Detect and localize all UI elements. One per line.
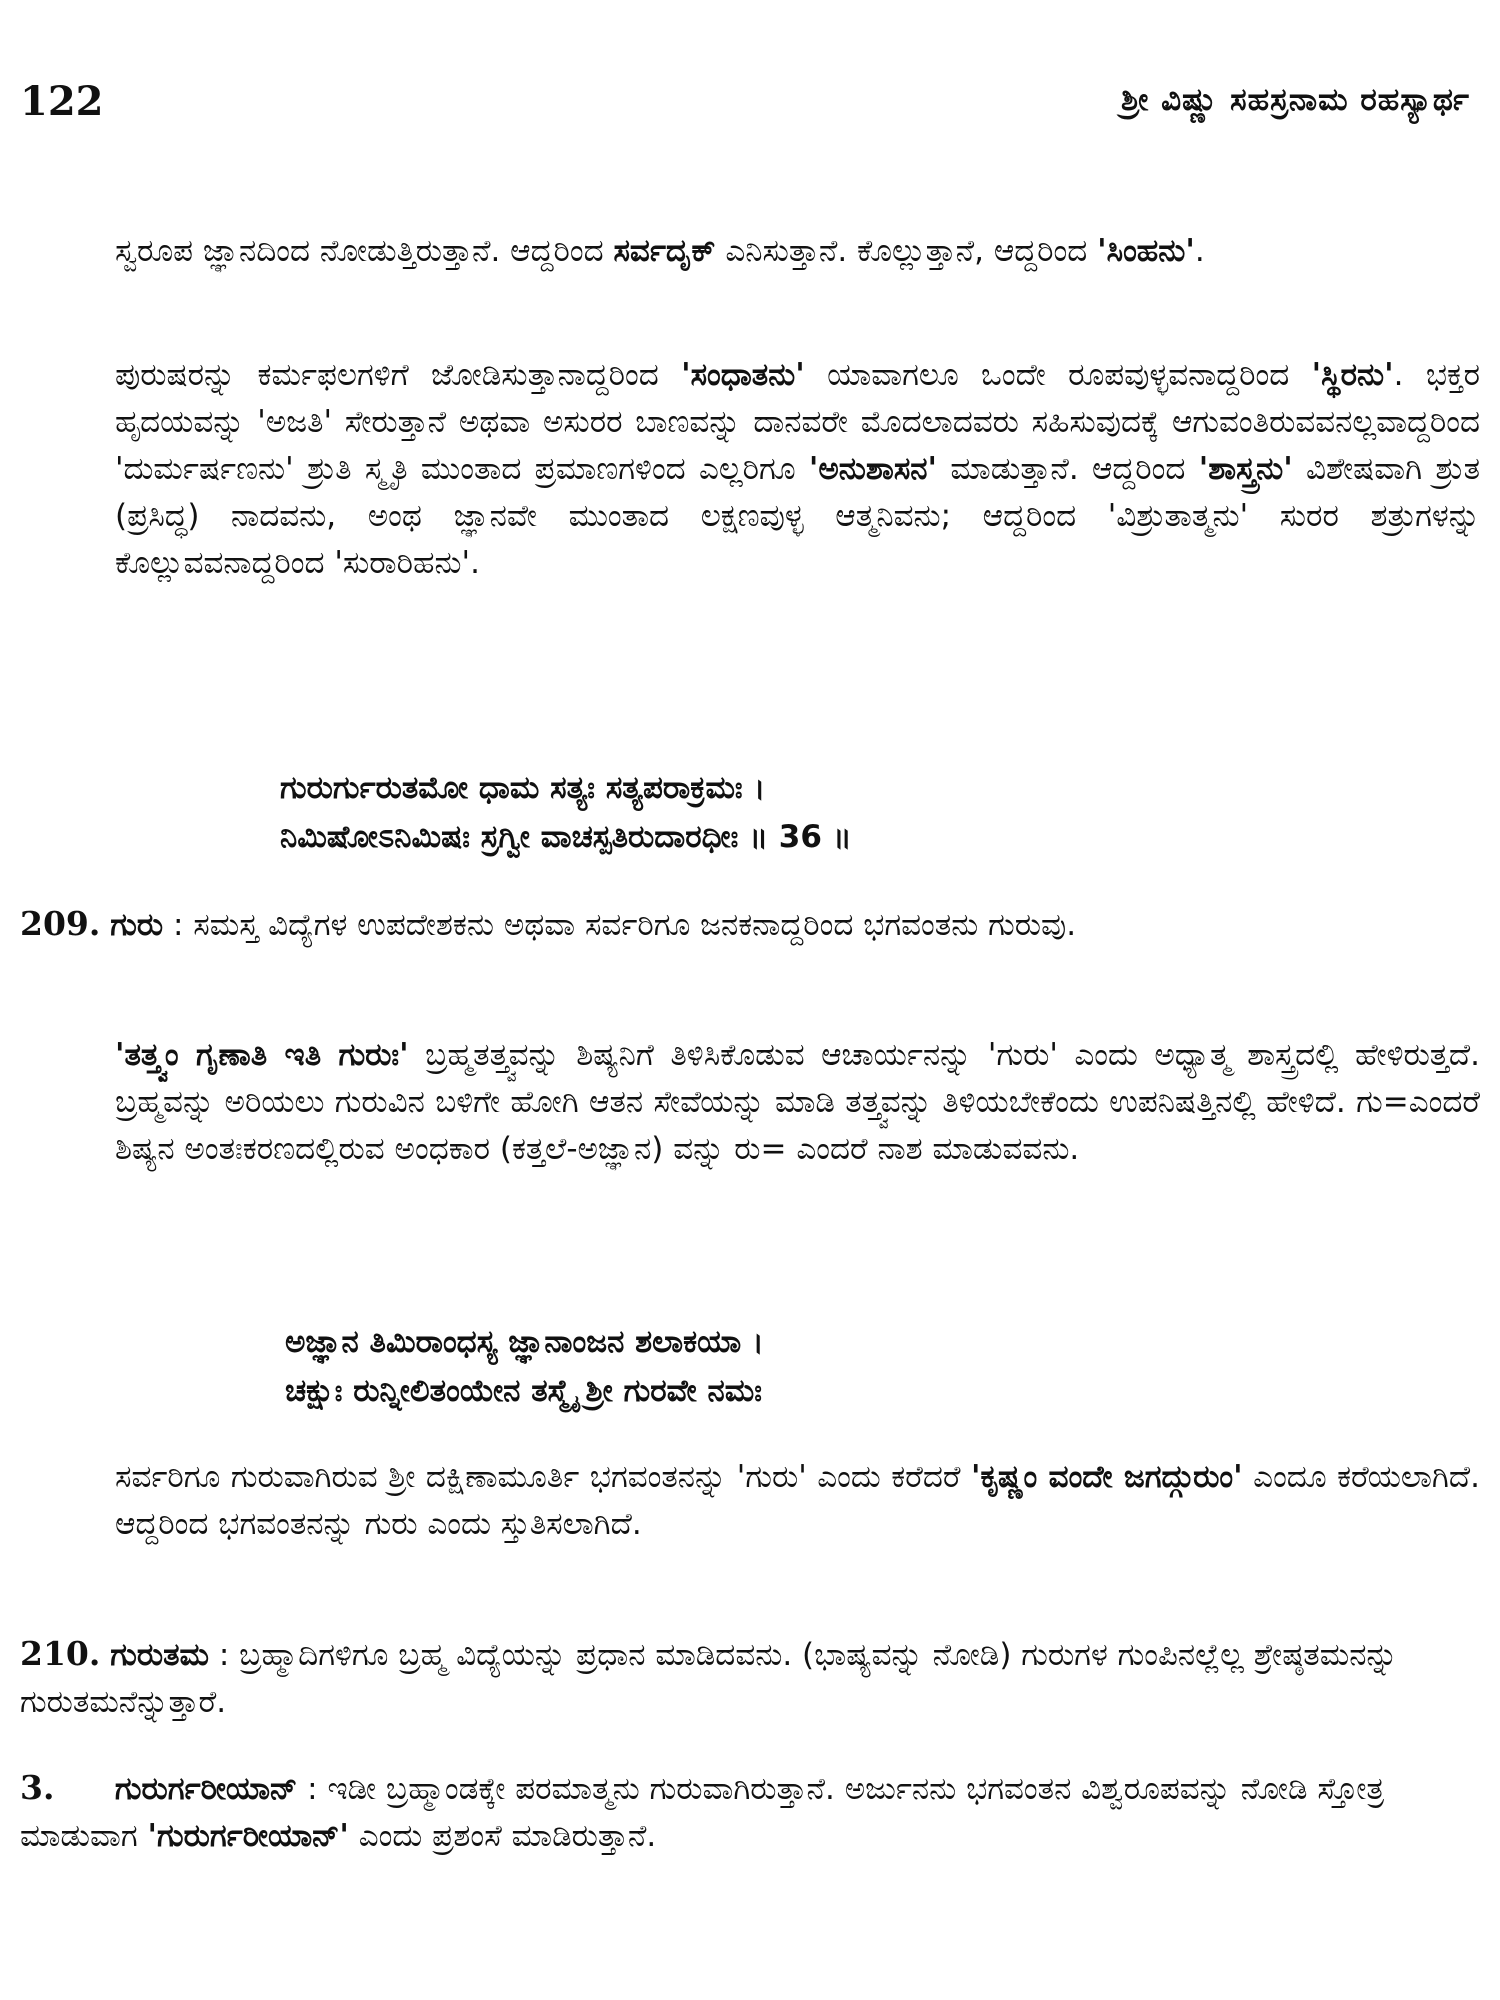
bold-term: 'ಸಿಂಹನು'	[1097, 233, 1195, 269]
paragraph-text: ಪುರುಷರನ್ನು ಕರ್ಮಫಲಗಳಿಗೆ ಜೋಡಿಸುತ್ತಾನಾದ್ದರಿಂದ	[115, 357, 682, 393]
bold-term: 'ಸ್ಥಿರನು'	[1311, 357, 1394, 393]
entry-text: : ಸಮಸ್ತ ವಿದ್ಯೆಗಳ ಉಪದೇಶಕನು ಅಥವಾ ಸರ್ವರಿಗೂ ಜನಕನಾದ್ದರಿಂದ ಭಗವಂತನು ಗುರುವು.	[163, 907, 1077, 943]
verse-guru	[285, 1318, 764, 1416]
bold-term: ಸರ್ವದೃಕ್	[613, 233, 716, 269]
entry-term: ಗುರು	[110, 907, 164, 943]
running-title: ಶ್ರೀ ವಿಷ್ಣು ಸಹಸ್ರನಾಮ ರಹಸ್ಯಾರ್ಥ	[1121, 82, 1470, 118]
entry-number: 209.	[20, 904, 101, 943]
bold-term: 'ಸಂಧಾತನು'	[681, 357, 805, 393]
bold-term: 'ಗುರುರ್ಗರೀಯಾನ್'	[147, 1818, 349, 1854]
paragraph-text: ಮಾಡುತ್ತಾನೆ. ಆದ್ದರಿಂದ	[937, 451, 1199, 487]
entry-text: ಎಂದು ಪ್ರಶಂಸೆ ಮಾಡಿರುತ್ತಾನೆ.	[348, 1818, 657, 1854]
paragraph-4	[115, 1454, 1480, 1548]
page-number: 122	[20, 78, 104, 125]
entry-209	[20, 900, 1480, 949]
paragraph-text: ಸರ್ವರಿಗೂ ಗುರುವಾಗಿರುವ ಶ್ರೀ ದಕ್ಷಿಣಾಮೂರ್ತಿ ಭಗವಂತನನ್ನು 'ಗುರು' ಎಂದು ಕರೆದರೆ	[115, 1459, 971, 1495]
paragraph-2	[115, 352, 1480, 587]
paragraph-text: ಸ್ವರೂಪ ಜ್ಞಾನದಿಂದ ನೋಡುತ್ತಿರುತ್ತಾನೆ. ಆದ್ದರಿಂದ	[115, 233, 614, 269]
page-header	[20, 78, 1470, 138]
verse-line: ನಿಮಿಷೋಽನಿಮಿಷಃ ಸ್ರಗ್ವೀ ವಾಚಸ್ಪತಿರುದಾರಧೀಃ ॥ 36 ॥	[280, 819, 852, 855]
entry-term: ಗುರುರ್ಗರೀಯಾನ್	[114, 1771, 298, 1807]
entry-term: ಗುರುತಮ	[110, 1637, 210, 1673]
entry-3	[20, 1764, 1480, 1860]
paragraph-3	[115, 1032, 1480, 1173]
verse-line: ಗುರುರ್ಗುರುತಮೋ ಧಾಮ ಸತ್ಯಃ ಸತ್ಯಪರಾಕ್ರಮಃ ।	[280, 770, 766, 806]
verse-line: ಅಜ್ಞಾನ ತಿಮಿರಾಂಧಸ್ಯ ಜ್ಞಾನಾಂಜನ ಶಲಾಕಯಾ ।	[285, 1324, 764, 1360]
paragraph-text: .	[1194, 233, 1205, 269]
paragraph-text: . ಭಕ್ತರ ಹೃದಯವನ್ನು 'ಅಜತಿ' ಸೇರುತ್ತಾನೆ ಅಥವಾ ಅಸುರರ ಬಾಣವನ್ನು ದಾನವರೇ ಮೊದಲಾದವರು ಸಹಿಸುವುದಕ್ಕೆ ಆಗುವಂತಿರುವವನಲ್ಲವಾದ್ದರಿಂದ 'ದುರ್ಮರ್ಷಣನು' ಶ್ರುತಿ ಸ್ಮೃತಿ ಮುಂತಾದ ಪ್ರಮಾಣಗಳಿಂದ ಎಲ್ಲರಿಗೂ	[115, 357, 1480, 487]
paragraph-text: ವಿಶೇಷವಾಗಿ ಶ್ರುತ (ಪ್ರಸಿದ್ಧ) ನಾದವನು, ಅಂಥ ಜ್ಞಾನವೇ ಮುಂತಾದ ಲಕ್ಷಣವುಳ್ಳ ಆತ್ಮನಿವನು; ಆದ್ದರಿಂದ 'ವಿಶ್ರುತಾತ್ಮನು' ಸುರರ ಶತ್ರುಗಳನ್ನು ಕೊಲ್ಲುವವನಾದ್ದರಿಂದ 'ಸುರಾರಿಹನು'.	[115, 451, 1480, 581]
bold-term: 'ಶಾಸ್ತ್ರನು'	[1198, 451, 1293, 487]
verse-36	[280, 764, 852, 862]
entry-text: : ಬ್ರಹ್ಮಾದಿಗಳಿಗೂ ಬ್ರಹ್ಮ ವಿದ್ಯೆಯನ್ನು ಪ್ರಧಾನ ಮಾಡಿದವನು. (ಭಾಷ್ಯವನ್ನು ನೋಡಿ) ಗುರುಗಳ ಗುಂಪಿನಲ್ಲೆಲ್ಲ ಶ್ರೇಷ್ಠತಮನನ್ನು ಗುರುತಮನೆನ್ನುತ್ತಾರೆ.	[20, 1637, 1398, 1720]
bold-term: 'ಅನುಶಾಸನ'	[808, 451, 938, 487]
paragraph-text: ಬ್ರಹ್ಮತತ್ತ್ವವನ್ನು ಶಿಷ್ಯನಿಗೆ ತಿಳಿಸಿಕೊಡುವ ಆಚಾರ್ಯನನ್ನು 'ಗುರು' ಎಂದು ಅಧ್ಯಾತ್ಮ ಶಾಸ್ತ್ರದಲ್ಲಿ ಹೇಳಿರುತ್ತದೆ. ಬ್ರಹ್ಮವನ್ನು ಅರಿಯಲು ಗುರುವಿನ ಬಳಿಗೇ ಹೋಗಿ ಆತನ ಸೇವೆಯನ್ನು ಮಾಡಿ ತತ್ತ್ವವನ್ನು ತಿಳಿಯಬೇಕೆಂದು ಉಪನಿಷತ್ತಿನಲ್ಲಿ ಹೇಳಿದೆ. ಗು=ಎಂದರೆ ಶಿಷ್ಯನ ಅಂತಃಕರಣದಲ್ಲಿರುವ ಅಂಧಕಾರ (ಕತ್ತಲೆ-ಅಜ್ಞಾನ) ವನ್ನು ರು= ಎಂದರೆ ನಾಶ ಮಾಡುವವನು.	[115, 1037, 1480, 1167]
verse-line: ಚಕ್ಷುಃ ರುನ್ನೀಲಿತಂಯೇನ ತಸ್ಮೈ ಶ್ರೀ ಗುರವೇ ನಮಃ	[285, 1373, 762, 1409]
bold-term: 'ತತ್ತ್ವಂ ಗೃಣಾತಿ ಇತಿ ಗುರುಃ'	[115, 1037, 409, 1073]
bold-term: 'ಕೃಷ್ಣಂ ವಂದೇ ಜಗದ್ಗುರುಂ'	[970, 1459, 1243, 1495]
entry-number: 3.	[20, 1768, 55, 1807]
paragraph-text: ಎಂದೂ ಕರೆಯಲಾಗಿದೆ. ಆದ್ದರಿಂದ ಭಗವಂತನನ್ನು ಗುರು ಎಂದು ಸ್ತುತಿಸಲಾಗಿದೆ.	[115, 1459, 1480, 1542]
paragraph-text: ಎನಿಸುತ್ತಾನೆ. ಕೊಲ್ಲುತ್ತಾನೆ, ಆದ್ದರಿಂದ	[715, 233, 1098, 269]
paragraph-text: ಯಾವಾಗಲೂ ಒಂದೇ ರೂಪವುಳ್ಳವನಾದ್ದರಿಂದ	[804, 357, 1312, 393]
entry-210	[20, 1630, 1480, 1726]
entry-text: : ಇಡೀ ಬ್ರಹ್ಮಾಂಡಕ್ಕೇ ಪರಮಾತ್ಮನು ಗುರುವಾಗಿರುತ್ತಾನೆ. ಅರ್ಜುನನು ಭಗವಂತನ ವಿಶ್ವರೂಪವನ್ನು ನೋಡಿ ಸ್ತೋತ್ರ ಮಾಡುವಾಗ	[20, 1771, 1385, 1854]
entry-number: 210.	[20, 1634, 101, 1673]
paragraph-1	[115, 228, 1480, 275]
